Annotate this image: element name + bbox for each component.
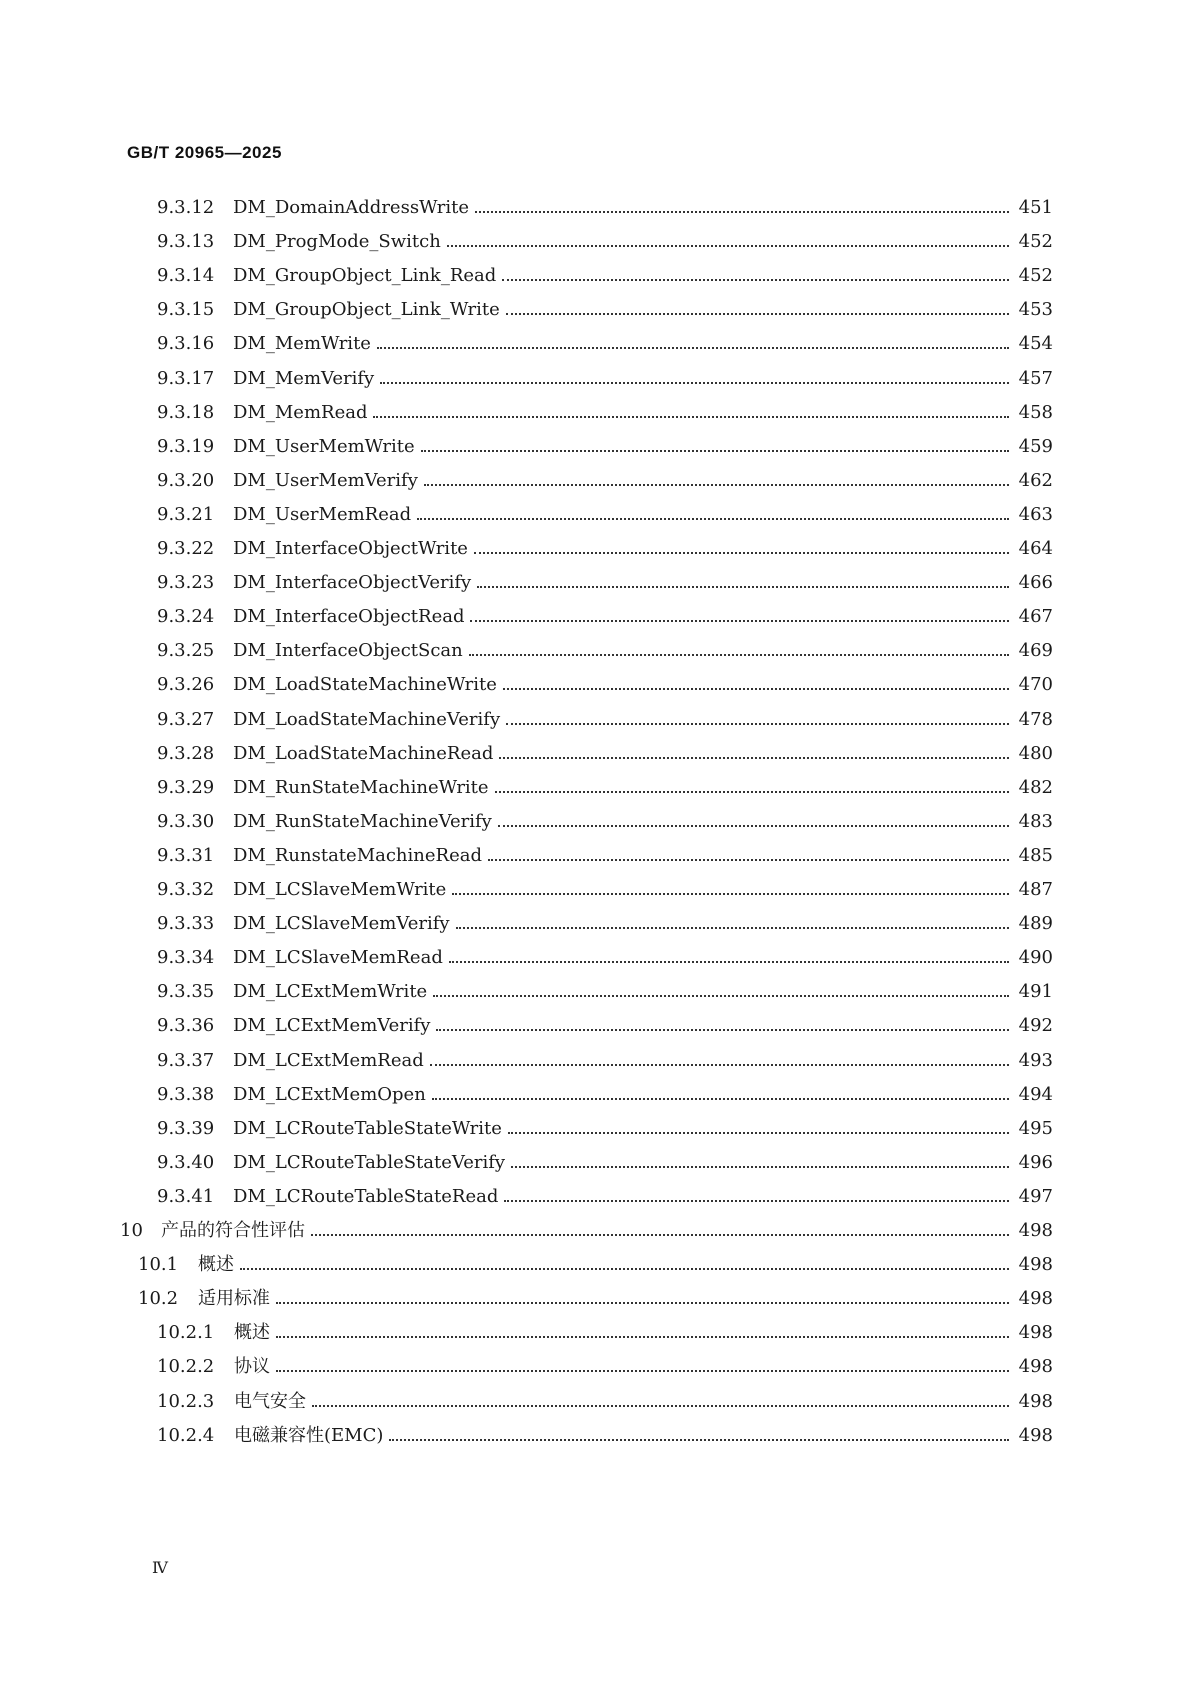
toc-dot-leader bbox=[377, 329, 1009, 359]
toc-dot-leader bbox=[456, 909, 1009, 939]
toc-entry-number: 9.3.33 bbox=[157, 913, 215, 934]
toc-dot-leader bbox=[449, 943, 1009, 973]
toc-entry-number: 10.2.2 bbox=[157, 1356, 215, 1377]
toc-entry-page: 487 bbox=[1018, 879, 1053, 900]
toc-dot-leader bbox=[508, 1114, 1009, 1144]
toc-entry[interactable] bbox=[138, 1284, 1053, 1314]
toc-dot-leader bbox=[470, 602, 1009, 632]
toc-entry-title: DM_RunStateMachineVerify bbox=[233, 811, 492, 832]
toc-entry-page: 457 bbox=[1018, 368, 1053, 389]
toc-entry-page: 459 bbox=[1018, 436, 1053, 457]
toc-entry-number: 9.3.24 bbox=[157, 606, 215, 627]
toc-entry-page: 451 bbox=[1018, 197, 1053, 218]
toc-entry-number: 10.1 bbox=[138, 1254, 179, 1275]
toc-entry[interactable] bbox=[157, 295, 1053, 325]
toc-dot-leader bbox=[240, 1250, 1009, 1280]
toc-entry[interactable] bbox=[120, 1216, 1053, 1246]
toc-dot-leader bbox=[433, 977, 1009, 1007]
document-header-standard-id: GB/T 20965—2025 bbox=[127, 143, 282, 162]
toc-dot-leader bbox=[312, 1387, 1009, 1417]
toc-entry-page: 497 bbox=[1018, 1186, 1053, 1207]
toc-entry-title: DM_InterfaceObjectRead bbox=[233, 606, 465, 627]
toc-entry-title: 概述 bbox=[198, 1254, 234, 1275]
toc-entry-number: 9.3.28 bbox=[157, 743, 215, 764]
toc-entry-number: 9.3.15 bbox=[157, 299, 215, 320]
toc-dot-leader bbox=[276, 1352, 1009, 1382]
toc-entry-number: 9.3.35 bbox=[157, 981, 215, 1002]
toc-entry[interactable] bbox=[157, 329, 1053, 359]
toc-entry-page: 462 bbox=[1018, 470, 1053, 491]
toc-entry-number: 9.3.38 bbox=[157, 1084, 215, 1105]
toc-entry-number: 9.3.29 bbox=[157, 777, 215, 798]
toc-dot-leader bbox=[498, 807, 1009, 837]
toc-entry-page: 480 bbox=[1018, 743, 1053, 764]
toc-entry-number: 9.3.41 bbox=[157, 1186, 215, 1207]
toc-dot-leader bbox=[430, 1046, 1009, 1076]
toc-entry-page: 482 bbox=[1018, 777, 1053, 798]
toc-entry[interactable] bbox=[157, 193, 1053, 223]
toc-entry-title: DM_LCSlaveMemWrite bbox=[233, 879, 447, 900]
toc-entry-title: DM_MemRead bbox=[233, 402, 368, 423]
toc-entry-page: 498 bbox=[1018, 1288, 1053, 1309]
toc-dot-leader bbox=[380, 364, 1009, 394]
toc-entry-title: 适用标准 bbox=[198, 1288, 270, 1309]
toc-entry[interactable] bbox=[157, 1318, 1053, 1348]
toc-entry[interactable] bbox=[157, 943, 1053, 973]
toc-entry-number: 9.3.25 bbox=[157, 640, 215, 661]
toc-entry[interactable] bbox=[157, 1352, 1053, 1382]
toc-entry[interactable] bbox=[157, 364, 1053, 394]
toc-entry-page: 466 bbox=[1018, 572, 1053, 593]
toc-entry[interactable] bbox=[157, 1011, 1053, 1041]
toc-entry[interactable] bbox=[157, 739, 1053, 769]
toc-dot-leader bbox=[469, 636, 1009, 666]
toc-dot-leader bbox=[276, 1284, 1009, 1314]
toc-entry-page: 495 bbox=[1018, 1118, 1053, 1139]
toc-dot-leader bbox=[452, 875, 1009, 905]
toc-entry[interactable] bbox=[157, 841, 1053, 871]
toc-entry-number: 10.2 bbox=[138, 1288, 179, 1309]
toc-entry-page: 469 bbox=[1018, 640, 1053, 661]
toc-entry-title: DM_GroupObject_Link_Write bbox=[233, 299, 500, 320]
toc-entry[interactable] bbox=[157, 705, 1053, 735]
toc-entry-page: 458 bbox=[1018, 402, 1053, 423]
toc-entry-page: 493 bbox=[1018, 1050, 1053, 1071]
toc-entry-number: 9.3.32 bbox=[157, 879, 215, 900]
toc-entry-page: 470 bbox=[1018, 674, 1053, 695]
toc-entry-number: 9.3.26 bbox=[157, 674, 215, 695]
page-number-footer: Ⅳ bbox=[152, 1558, 168, 1577]
toc-entry-title: DM_LoadStateMachineRead bbox=[233, 743, 494, 764]
toc-dot-leader bbox=[436, 1011, 1009, 1041]
toc-entry-title: DM_UserMemRead bbox=[233, 504, 412, 525]
toc-entry-title: DM_GroupObject_Link_Read bbox=[233, 265, 497, 286]
toc-entry-page: 452 bbox=[1018, 231, 1053, 252]
toc-dot-leader bbox=[488, 841, 1009, 871]
toc-dot-leader bbox=[495, 773, 1009, 803]
toc-entry-page: 489 bbox=[1018, 913, 1053, 934]
toc-dot-leader bbox=[389, 1421, 1009, 1451]
toc-entry-page: 498 bbox=[1018, 1322, 1053, 1343]
toc-entry-title: DM_RunstateMachineRead bbox=[233, 845, 482, 866]
toc-entry-number: 9.3.27 bbox=[157, 709, 215, 730]
toc-entry-title: DM_UserMemVerify bbox=[233, 470, 418, 491]
toc-dot-leader bbox=[432, 1080, 1009, 1110]
toc-dot-leader bbox=[502, 261, 1009, 291]
toc-entry[interactable] bbox=[157, 432, 1053, 462]
toc-entry-page: 490 bbox=[1018, 947, 1053, 968]
toc-entry[interactable] bbox=[157, 568, 1053, 598]
toc-entry-number: 10.2.3 bbox=[157, 1391, 215, 1412]
toc-entry-number: 9.3.39 bbox=[157, 1118, 215, 1139]
toc-entry-title: DM_InterfaceObjectVerify bbox=[233, 572, 472, 593]
toc-dot-leader bbox=[474, 534, 1009, 564]
toc-dot-leader bbox=[424, 466, 1009, 496]
toc-entry-title: DM_LCExtMemWrite bbox=[233, 981, 428, 1002]
toc-entry-page: 463 bbox=[1018, 504, 1053, 525]
toc-entry[interactable] bbox=[157, 909, 1053, 939]
toc-entry-number: 9.3.17 bbox=[157, 368, 215, 389]
toc-entry-number: 10.2.4 bbox=[157, 1425, 215, 1446]
toc-entry-title: DM_LCExtMemVerify bbox=[233, 1015, 431, 1036]
toc-entry[interactable] bbox=[157, 1046, 1053, 1076]
toc-entry-title: DM_InterfaceObjectScan bbox=[233, 640, 463, 661]
toc-entry-number: 9.3.18 bbox=[157, 402, 215, 423]
toc-entry-page: 491 bbox=[1018, 981, 1053, 1002]
toc-entry[interactable] bbox=[157, 227, 1053, 257]
toc-entry-page: 452 bbox=[1018, 265, 1053, 286]
toc-entry[interactable] bbox=[157, 875, 1053, 905]
toc-entry-title: DM_LCExtMemRead bbox=[233, 1050, 424, 1071]
toc-entry-title: 电气安全 bbox=[234, 1391, 306, 1412]
toc-entry-page: 498 bbox=[1018, 1254, 1053, 1275]
toc-entry-number: 9.3.14 bbox=[157, 265, 215, 286]
toc-entry-page: 494 bbox=[1018, 1084, 1053, 1105]
toc-entry-number: 9.3.23 bbox=[157, 572, 215, 593]
toc-dot-leader bbox=[276, 1318, 1009, 1348]
toc-entry-page: 478 bbox=[1018, 709, 1053, 730]
toc-entry-number: 9.3.20 bbox=[157, 470, 215, 491]
toc-entry-number: 9.3.34 bbox=[157, 947, 215, 968]
toc-dot-leader bbox=[421, 432, 1009, 462]
toc-entry-title: DM_InterfaceObjectWrite bbox=[233, 538, 468, 559]
toc-entry-title: DM_MemVerify bbox=[233, 368, 375, 389]
toc-entry-page: 483 bbox=[1018, 811, 1053, 832]
toc-entry-title: 概述 bbox=[234, 1322, 270, 1343]
toc-entry-title: 协议 bbox=[234, 1356, 270, 1377]
toc-entry[interactable] bbox=[157, 1182, 1053, 1212]
toc-entry-number: 9.3.16 bbox=[157, 333, 215, 354]
toc-entry-title: 产品的符合性评估 bbox=[161, 1220, 305, 1241]
toc-dot-leader bbox=[477, 568, 1009, 598]
toc-entry-number: 9.3.36 bbox=[157, 1015, 215, 1036]
toc-entry-number: 9.3.12 bbox=[157, 197, 215, 218]
toc-entry[interactable] bbox=[157, 602, 1053, 632]
toc-entry-title: DM_ProgMode_Switch bbox=[233, 231, 441, 252]
toc-entry[interactable] bbox=[157, 534, 1053, 564]
toc-entry-title: DM_LCExtMemOpen bbox=[233, 1084, 426, 1105]
toc-entry-page: 498 bbox=[1018, 1220, 1053, 1241]
toc-entry-title: DM_LCRouteTableStateWrite bbox=[233, 1118, 502, 1139]
toc-entry-number: 9.3.37 bbox=[157, 1050, 215, 1071]
toc-entry-number: 9.3.19 bbox=[157, 436, 215, 457]
toc-entry-page: 492 bbox=[1018, 1015, 1053, 1036]
toc-entry[interactable] bbox=[157, 1148, 1053, 1178]
toc-dot-leader bbox=[506, 705, 1009, 735]
toc-entry-page: 454 bbox=[1018, 333, 1053, 354]
toc-entry-page: 464 bbox=[1018, 538, 1053, 559]
toc-entry-title: DM_LCRouteTableStateVerify bbox=[233, 1152, 506, 1173]
toc-entry-title: DM_UserMemWrite bbox=[233, 436, 415, 457]
toc-entry-title: DM_LCSlaveMemVerify bbox=[233, 913, 450, 934]
toc-entry[interactable] bbox=[157, 977, 1053, 1007]
toc-entry-number: 9.3.40 bbox=[157, 1152, 215, 1173]
toc-entry-title: DM_LoadStateMachineWrite bbox=[233, 674, 497, 695]
toc-entry-number: 9.3.30 bbox=[157, 811, 215, 832]
toc-entry-page: 498 bbox=[1018, 1425, 1053, 1446]
toc-dot-leader bbox=[504, 1182, 1009, 1212]
toc-dot-leader bbox=[475, 193, 1009, 223]
toc-entry[interactable] bbox=[157, 670, 1053, 700]
toc-dot-leader bbox=[447, 227, 1009, 257]
toc-entry[interactable] bbox=[157, 1080, 1053, 1110]
toc-entry-title: DM_LCSlaveMemRead bbox=[233, 947, 443, 968]
toc-entry-number: 10 bbox=[120, 1220, 143, 1241]
toc-dot-leader bbox=[506, 295, 1009, 325]
toc-entry-title: DM_LCRouteTableStateRead bbox=[233, 1186, 499, 1207]
toc-entry[interactable] bbox=[157, 636, 1053, 666]
toc-dot-leader bbox=[499, 739, 1009, 769]
toc-entry[interactable] bbox=[157, 1114, 1053, 1144]
toc-dot-leader bbox=[311, 1216, 1009, 1246]
toc-entry[interactable] bbox=[157, 773, 1053, 803]
toc-entry[interactable] bbox=[157, 398, 1053, 428]
toc-dot-leader bbox=[511, 1148, 1009, 1178]
toc-entry-number: 9.3.13 bbox=[157, 231, 215, 252]
toc-entry-number: 9.3.31 bbox=[157, 845, 215, 866]
toc-entry-number: 10.2.1 bbox=[157, 1322, 215, 1343]
toc-entry-title: DM_DomainAddressWrite bbox=[233, 197, 469, 218]
toc-entry-title: DM_RunStateMachineWrite bbox=[233, 777, 489, 798]
toc-entry-page: 453 bbox=[1018, 299, 1053, 320]
toc-entry-number: 9.3.21 bbox=[157, 504, 215, 525]
toc-entry[interactable] bbox=[157, 1421, 1053, 1451]
toc-entry[interactable] bbox=[157, 261, 1053, 291]
toc-entry-page: 498 bbox=[1018, 1391, 1053, 1412]
toc-entry[interactable] bbox=[157, 1387, 1053, 1417]
toc-dot-leader bbox=[417, 500, 1009, 530]
toc-dot-leader bbox=[503, 670, 1009, 700]
toc-entry-page: 485 bbox=[1018, 845, 1053, 866]
toc-entry-title: DM_LoadStateMachineVerify bbox=[233, 709, 501, 730]
toc-entry[interactable] bbox=[157, 807, 1053, 837]
toc-entry-page: 496 bbox=[1018, 1152, 1053, 1173]
toc-entry-page: 498 bbox=[1018, 1356, 1053, 1377]
toc-entry[interactable] bbox=[157, 466, 1053, 496]
toc-dot-leader bbox=[373, 398, 1009, 428]
toc-entry[interactable] bbox=[157, 500, 1053, 530]
toc-entry[interactable] bbox=[138, 1250, 1053, 1280]
toc-entry-page: 467 bbox=[1018, 606, 1053, 627]
toc-entry-title: DM_MemWrite bbox=[233, 333, 371, 354]
toc-entry-number: 9.3.22 bbox=[157, 538, 215, 559]
toc-entry-title: 电磁兼容性(EMC) bbox=[234, 1425, 384, 1446]
